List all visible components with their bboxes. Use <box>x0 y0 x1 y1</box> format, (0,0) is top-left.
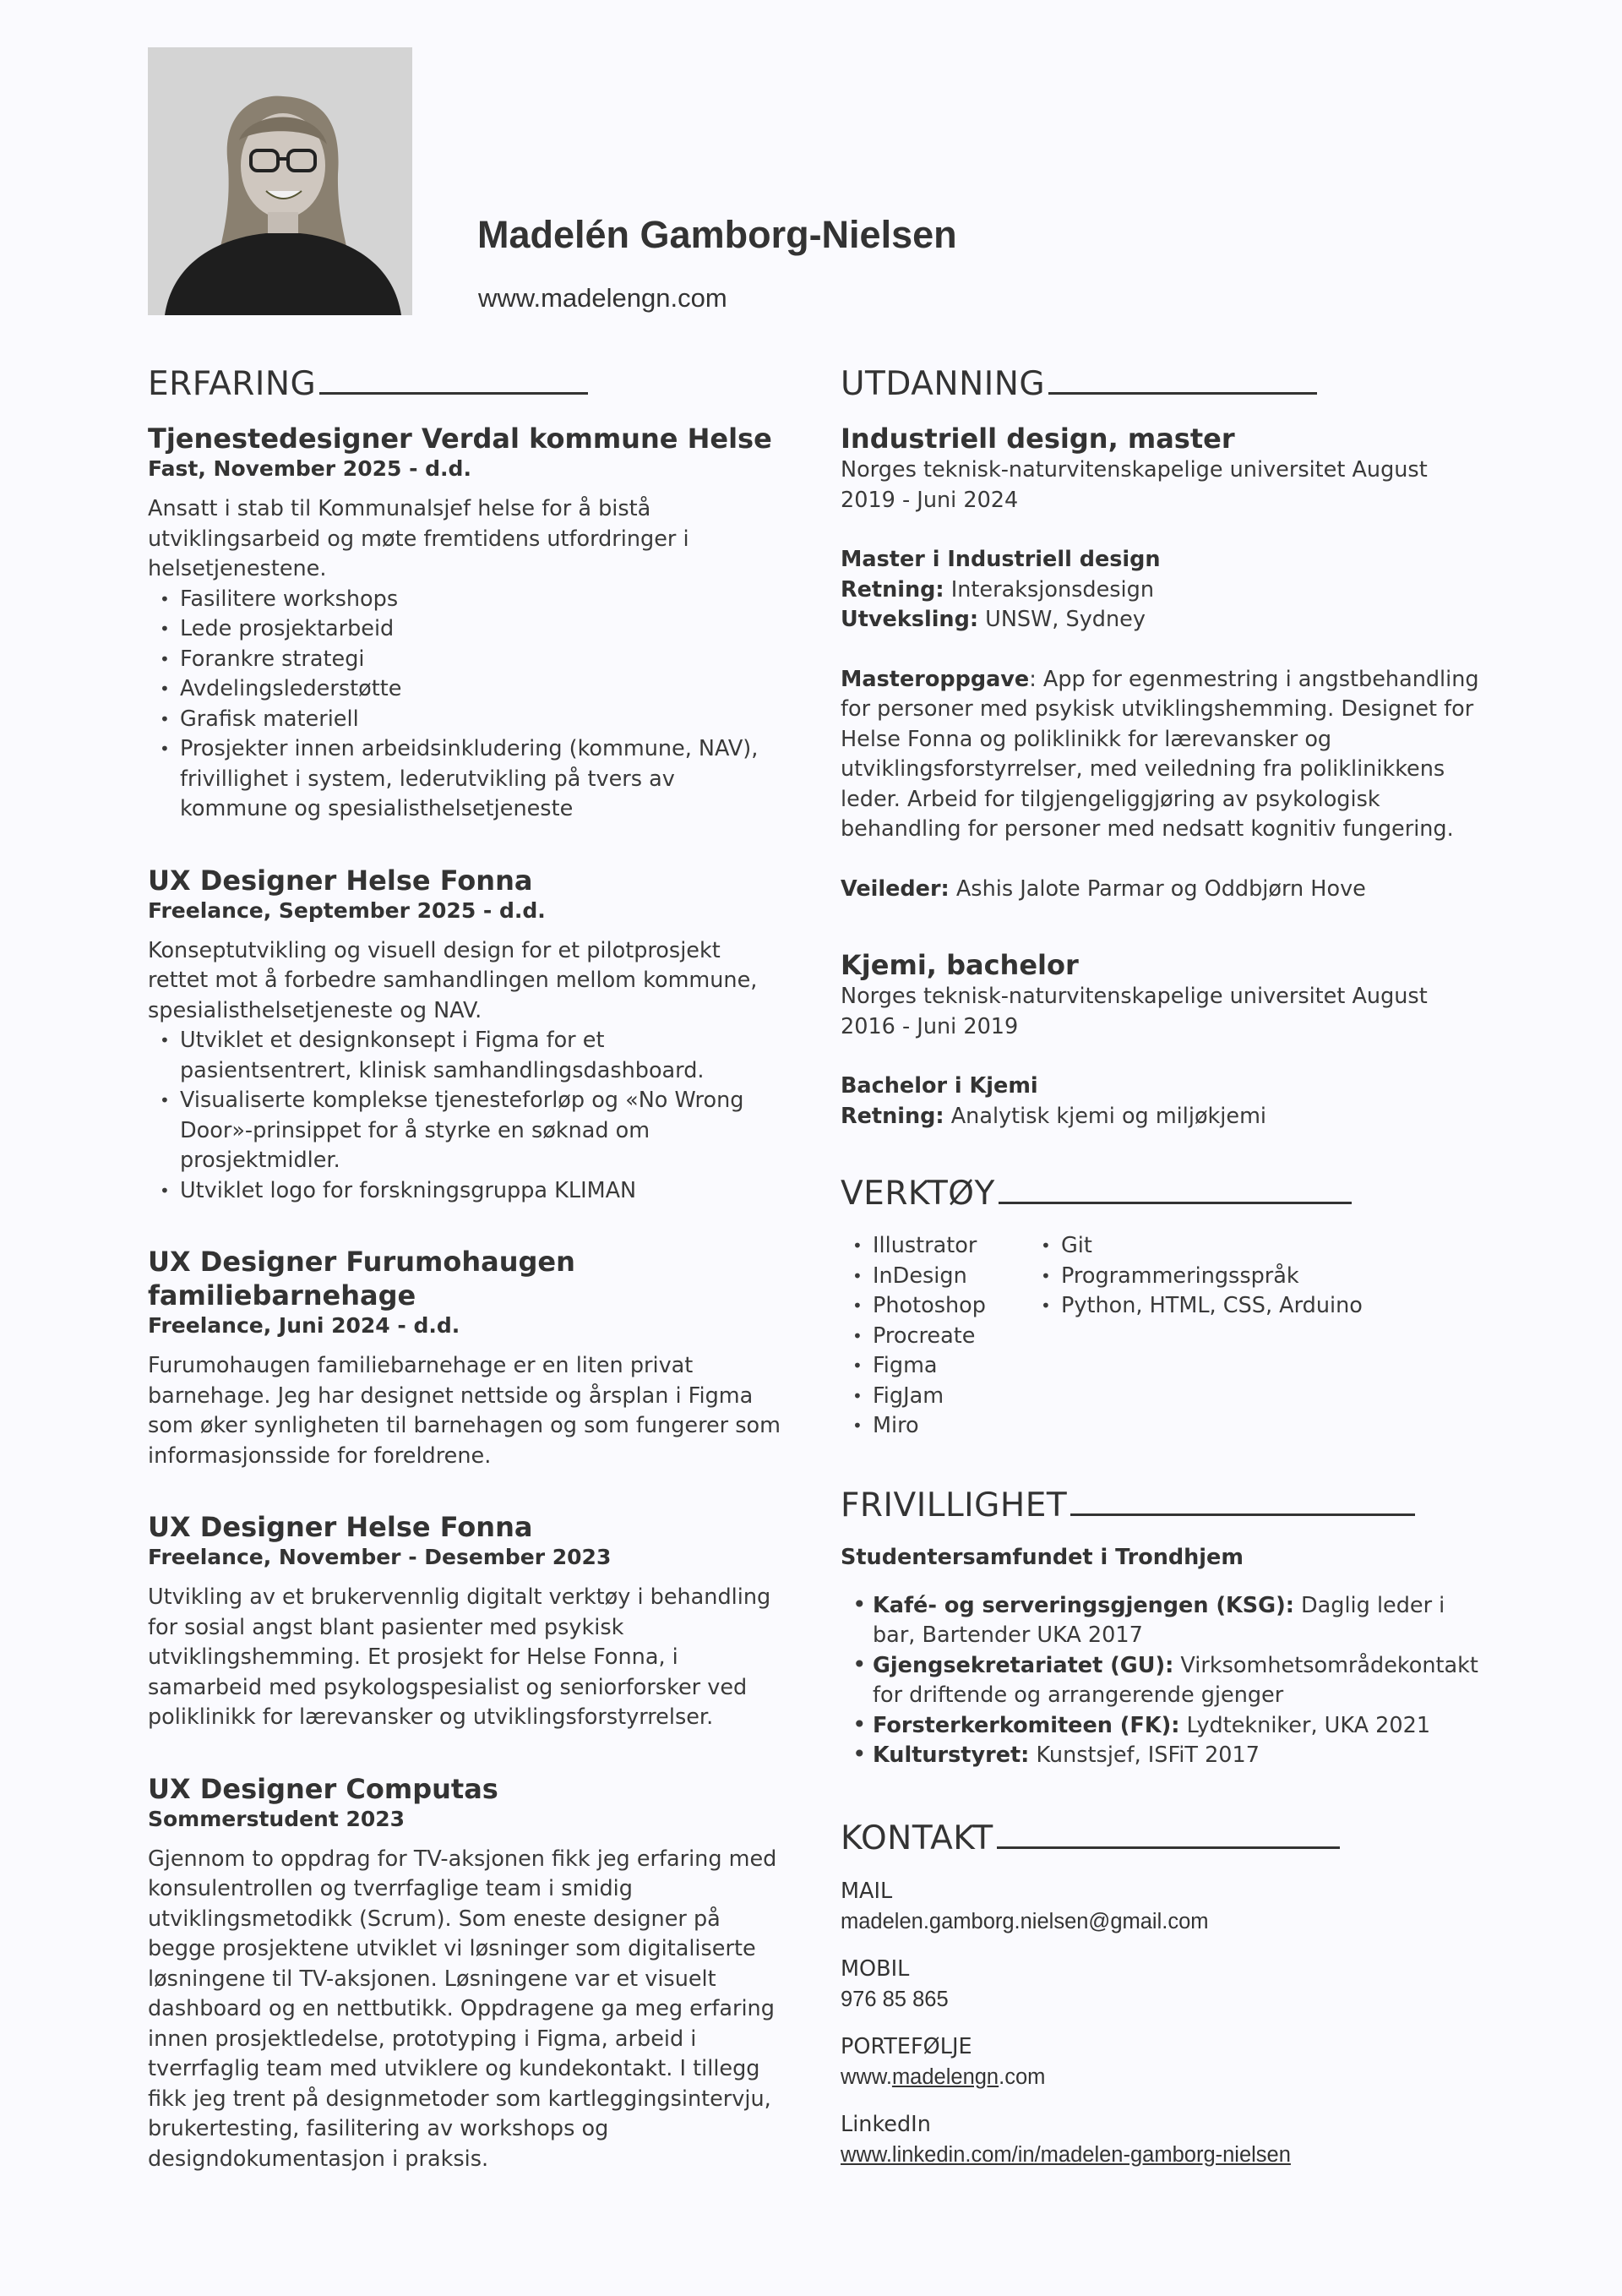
education-entry-master <box>841 422 1483 904</box>
job-title: UX Designer Helse Fonna <box>148 1511 533 1543</box>
list-item: • FigJam <box>873 1382 1029 1412</box>
education-heading <box>841 359 1483 403</box>
job-title: UX Designer Helse Fonna <box>148 864 533 897</box>
list-item <box>873 1741 1483 1771</box>
list-item: • Git <box>1061 1231 1363 1262</box>
list-item <box>873 1591 1483 1651</box>
field-line <box>841 1102 1483 1132</box>
job-subtitle: Freelance, Juni 2024 - d.d. <box>148 1313 460 1338</box>
degree-name: Bachelor i Kjemi <box>841 1073 1038 1099</box>
school: Norges teknisk-naturvitenskapelige universitet August 2019 - Juni 2024 <box>841 457 1428 513</box>
job-title: UX Designer Furumohaugen familiebarnehage <box>148 1246 575 1312</box>
job-subtitle: Freelance, November - Desember 2023 <box>148 1545 612 1569</box>
list-item <box>873 1711 1483 1742</box>
volunteer-list <box>841 1591 1483 1771</box>
list-item: • InDesign <box>873 1262 1029 1292</box>
heading-rule <box>999 1202 1352 1204</box>
heading-rule <box>997 1846 1340 1849</box>
job-description: Gjennom to oppdrag for TV-aksjonen fikk jeg erfaring med konsulentrollen og tverrfaglige team i smidig utviklingsmetodikk (Scrum). Som eneste designer på begge prosjektene utviklet vi løsninger som digitaliserte løsningene til TV-aksjonen. Løsningene var et visuelt dashboard og en nettbutikk. Oppdragene ga meg erfaring innen prosjektledelse, prototyping i Figma, arbeid i tverrfaglig team med utviklere og kundekontakt. I tillegg fikk jeg trent på designmetoder som kartleggingsintervju, brukertesting, fasilitering av workshops og designdokumentasjon i praksis. <box>148 1846 777 2172</box>
list-item: • Illustrator <box>873 1231 1029 1262</box>
portfolio-label: PORTEFØLJE <box>841 2033 972 2059</box>
job-description: Ansatt i stab til Kommunalsjef helse for å bistå utviklingsarbeid og møte fremtidens utfordringer i helsetjenestene. <box>148 496 689 581</box>
job-description: Utvikling av et brukervennlig digitalt verktøy i behandling for sosial angst blant pasienter med psykisk utviklingshemming. Et prosjekt for Helse Fonna, i samarbeid med psykologspesialist og seniorforsker ved poliklinikk for lærevansker og utviklingsforstyrrelser. <box>148 1584 771 1730</box>
role-text: Virksomhetsområdekontakt for driftende og arrangerende gjenger <box>873 1652 1478 1708</box>
job-subtitle: Fast, November 2025 - d.d. <box>148 456 471 481</box>
portfolio-link-text[interactable]: madelengn <box>891 2064 999 2089</box>
mail-label: MAIL <box>841 1878 893 1904</box>
list-item <box>873 1651 1483 1711</box>
experience-heading <box>148 359 781 403</box>
field-value: Analytisk kjemi og miljøkjemi <box>944 1103 1267 1129</box>
heading-rule <box>1070 1513 1415 1516</box>
heading-rule <box>1048 392 1317 395</box>
list-item: • Figma <box>873 1351 1029 1382</box>
job-subtitle: Sommerstudent 2023 <box>148 1806 406 1831</box>
school: Norges teknisk-naturvitenskapelige universitet August 2016 - Juni 2019 <box>841 984 1428 1039</box>
degree-name: Master i Industriell design <box>841 547 1161 572</box>
volunteer-heading-text: FRIVILLIGHET <box>841 1486 1068 1524</box>
tools-list <box>841 1231 1483 1442</box>
volunteer-org: Studentersamfundet i Trondhjem <box>841 1544 1244 1570</box>
thesis-label: Masteroppgave <box>841 666 1030 692</box>
job-bullets <box>148 585 781 825</box>
right-column <box>841 359 1483 2187</box>
field-value: Interaksjonsdesign <box>944 576 1154 603</box>
linkedin-label: LinkedIn <box>841 2111 931 2137</box>
role-label: Gjengsekretariatet (GU): <box>873 1652 1174 1678</box>
exchange-line <box>841 605 1483 635</box>
job-title: Tjenestedesigner Verdal kommune Helse <box>148 423 772 455</box>
job-entry <box>148 864 781 1207</box>
exchange-value: UNSW, Sydney <box>978 607 1146 632</box>
portfolio-link[interactable] <box>841 2062 1483 2092</box>
role-text: Lydtekniker, UKA 2021 <box>1179 1712 1431 1738</box>
list-item: • Miro <box>873 1411 1029 1442</box>
mail-value[interactable]: madelen.gamborg.nielsen@gmail.com <box>841 1909 1209 1933</box>
degree-title: Industriell design, master <box>841 423 1235 455</box>
list-item: • Grafisk materiell <box>180 705 781 735</box>
tools-heading <box>841 1169 1483 1213</box>
job-entry <box>148 1510 781 1733</box>
role-text: Daglig leder i bar, Bartender UKA 2017 <box>873 1592 1445 1648</box>
job-entry <box>148 422 781 825</box>
list-item: • Utviklet et designkonsept i Figma for et pasientsentrert, klinisk samhandlingsdashboard. <box>180 1026 781 1086</box>
field-line <box>841 575 1483 606</box>
job-description: Konseptutvikling og visuell design for et pilotprosjekt rettet mot å forbedre samhandlingen mellom kommune, spesialisthelsetjeneste og NAV. <box>148 937 758 1023</box>
role-label: Forsterkerkomiteen (FK): <box>873 1712 1180 1738</box>
phone-label: MOBIL <box>841 1955 910 1982</box>
list-item: • Visualiserte komplekse tjenesteforløp og «No Wrong Door»-prinsippet for å styrke en søknad om prosjektmidler. <box>180 1086 781 1176</box>
volunteer-heading <box>841 1481 1483 1524</box>
job-entry <box>148 1772 781 2175</box>
portfolio-suffix: .com <box>999 2064 1046 2089</box>
contact-heading <box>841 1813 1483 1857</box>
job-title: UX Designer Computas <box>148 1772 498 1805</box>
tools-col-1 <box>841 1231 1029 1442</box>
job-description: Furumohaugen familiebarnehage er en liten privat barnehage. Jeg har designet nettside og årsplan i Figma som øker synligheten til barnehagen og som fungerer som informasjonsside for foreldrene. <box>148 1353 781 1469</box>
list-item: • Prosjekter innen arbeidsinkludering (kommune, NAV), frivillighet i system, lederutvikling på tvers av kommune og spesialisthelsetjeneste <box>180 734 781 825</box>
list-item: • Avdelingslederstøtte <box>180 674 781 705</box>
job-bullets <box>148 1026 781 1206</box>
role-text: Kunstsjef, ISFiT 2017 <box>1029 1742 1260 1768</box>
portfolio-prefix: www. <box>841 2064 892 2089</box>
thesis-line <box>841 665 1483 845</box>
list-item: • Procreate <box>873 1322 1029 1352</box>
field-label: Retning: <box>841 1103 944 1129</box>
list-item: • Utviklet logo for forskningsgruppa KLIMAN <box>180 1176 781 1207</box>
list-item: • Fasilitere workshops <box>180 585 781 615</box>
degree-title: Kjemi, bachelor <box>841 949 1079 981</box>
exchange-label: Utveksling: <box>841 607 979 632</box>
tools-heading-text: VERKTØY <box>841 1175 995 1213</box>
role-label: Kulturstyret: <box>873 1742 1030 1768</box>
list-item: • Forankre strategi <box>180 645 781 675</box>
profile-photo <box>148 47 412 315</box>
thesis-text: : App for egenmestring i angstbehandling for personer med psykisk utviklingshemming. Designet for Helse Fonna og poliklinikk for lærevansker og utviklingsforstyrrelser, med veiledning fra poliklinikkens leder. Arbeid for tilgjengeliggjøring av psykologisk behandling for personer med nedsatt kognitiv fungering. <box>841 666 1479 842</box>
supervisor-value: Ashis Jalote Parmar og Oddbjørn Hove <box>949 875 1366 902</box>
portrait-image <box>148 47 412 315</box>
person-name: Madelén Gamborg-Nielsen <box>477 213 957 256</box>
phone-value[interactable]: 976 85 865 <box>841 1987 949 2011</box>
field-label: Retning: <box>841 576 944 603</box>
experience-column <box>148 359 781 2213</box>
contact-heading-text: KONTAKT <box>841 1819 993 1857</box>
header-website[interactable]: www.madelengn.com <box>478 283 727 313</box>
experience-heading-text: ERFARING <box>148 365 317 403</box>
linkedin-link[interactable]: www.linkedin.com/in/madelen-gamborg-nielsen <box>841 2142 1291 2167</box>
list-item: • Photoshop <box>873 1291 1029 1322</box>
job-entry <box>148 1245 781 1471</box>
supervisor-label: Veileder: <box>841 875 950 902</box>
education-heading-text: UTDANNING <box>841 365 1046 403</box>
list-item: • Programmeringsspråk <box>1061 1262 1363 1292</box>
education-entry-bachelor <box>841 948 1483 1132</box>
tools-col-2 <box>1029 1231 1363 1442</box>
list-item: • Python, HTML, CSS, Arduino <box>1061 1291 1363 1322</box>
role-label: Kafé- og serveringsgjengen (KSG): <box>873 1592 1294 1618</box>
job-subtitle: Freelance, September 2025 - d.d. <box>148 897 546 923</box>
heading-rule <box>319 392 588 395</box>
supervisor-line <box>841 875 1483 905</box>
list-item: • Lede prosjektarbeid <box>180 614 781 645</box>
